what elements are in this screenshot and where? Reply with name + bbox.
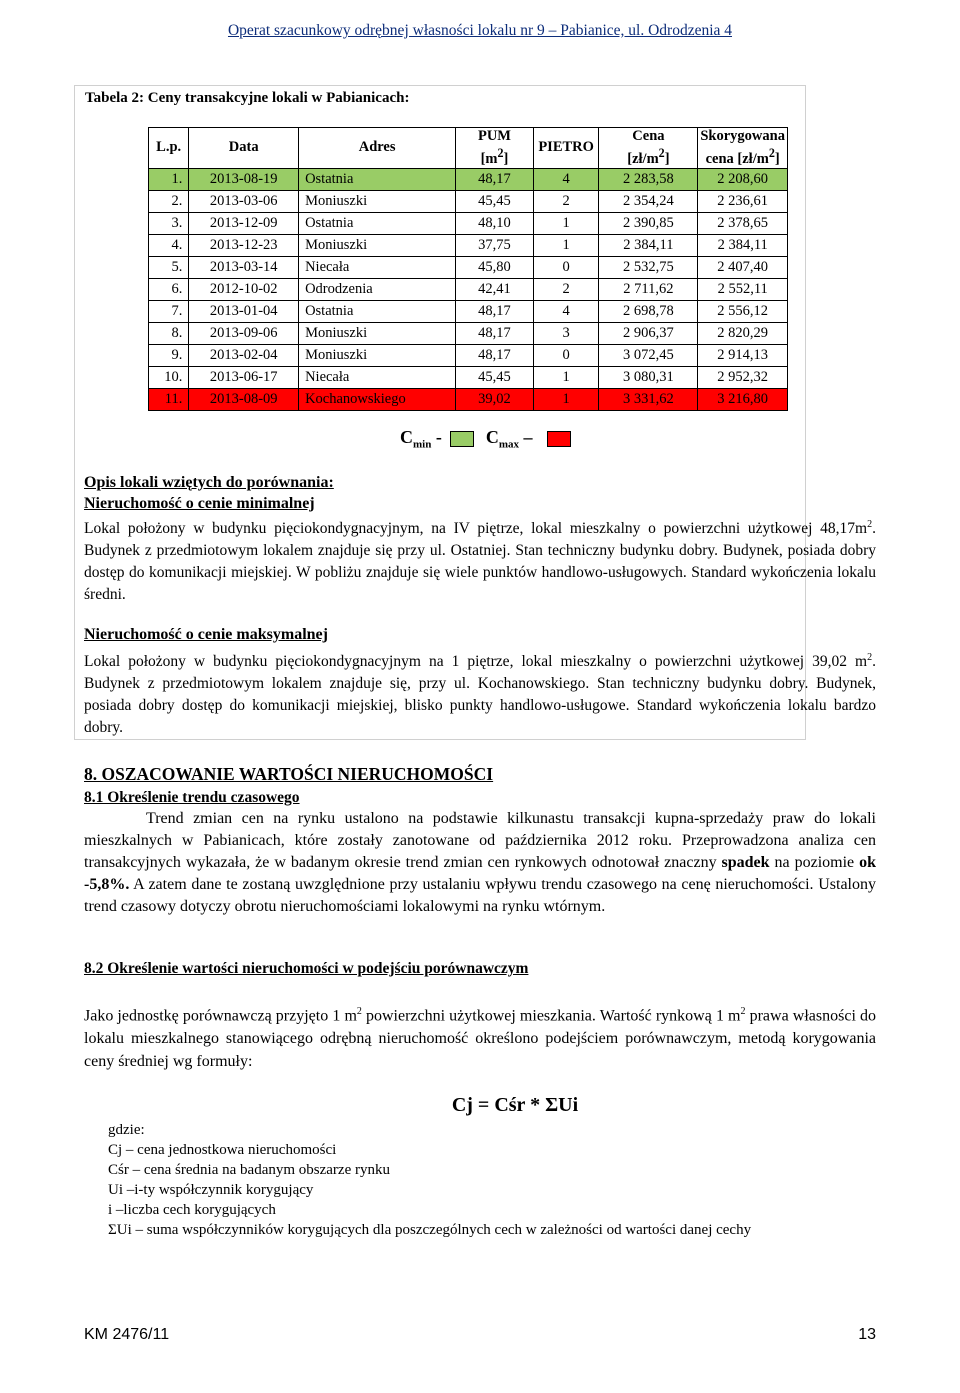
cell-pum: 45,45 xyxy=(456,366,534,388)
table-header-row xyxy=(149,128,788,169)
min-swatch xyxy=(450,431,474,447)
cell-adj: 2 208,60 xyxy=(698,168,788,190)
legend-line: ΣUi – suma współczynników korygujących dla poszczególnych cech w zależności od wartości danej cechy xyxy=(108,1222,752,1238)
cell-adj: 2 820,29 xyxy=(698,322,788,344)
page-header: Operat szacunkowy odrębnej własności lokalu nr 9 – Pabianice, ul. Odrodzenia 4 xyxy=(227,22,733,39)
cell-address: Moniuszki xyxy=(299,190,456,212)
cell-adj: 2 914,13 xyxy=(698,344,788,366)
section-8-1-text: Trend zmian cen na rynku ustalono na podstawie kilkunastu transakcji kupna-sprzedaży praw do lokali mieszkalnych w Pabianicach, które zostały zanotowane od października 2012 roku. Przeprowadzona analiza cen transakcyjnych wykazała, że w badanym okresie trend zmian cen rynkowych odnotował znaczny spadek na poziomie ok -5,8%. A zatem dane te zostaną uwzględnione przy ustalaniu wpływu trendu czasowego na cenę nieruchomości. Ustalony trend czasowy dotyczy obrotu nieruchomościami lokalowymi na rynku wtórnym. xyxy=(84,810,876,915)
cell-price: 3 331,62 xyxy=(599,388,698,410)
col-adjusted-price: Skorygowana cena $[zł/m^2]$ xyxy=(698,128,788,169)
cell-floor: 0 xyxy=(533,256,599,278)
page-number: 13 xyxy=(858,1326,876,1343)
cell-date: 2013-02-04 xyxy=(189,344,299,366)
cell-price: 3 080,31 xyxy=(599,366,698,388)
cell-lp: 6. xyxy=(149,278,189,300)
max-description: Lokal położony w budynku pięciokondygnacyjnym na 1 piętrze, lokal mieszkalny o powierzchni użytkowej 39,02 $m^2$. Budynek z przedmiotowym lokalem znajduje się, przy ul. Kochanowskiego. Stan techniczny budynku dobry. Budynek, posiada dobry dostęp do komunikacji miejskiej, blisko punkty handlowo-usługowe. Standard wykończenia lokalu bardzo dobry. xyxy=(84,652,876,737)
cell-floor: 1 xyxy=(533,388,599,410)
table-row xyxy=(149,322,788,344)
cell-adj: 2 407,40 xyxy=(698,256,788,278)
col-pum: PUM $[m^2]$ xyxy=(456,128,534,169)
cell-price: 2 711,62 xyxy=(599,278,698,300)
cell-date: 2013-09-06 xyxy=(189,322,299,344)
section-8-2-title: 8.2 Określenie wartości nieruchomości w podejściu porównawczym xyxy=(84,960,529,977)
cell-date: 2013-01-04 xyxy=(189,300,299,322)
cell-date: 2013-08-09 xyxy=(189,388,299,410)
formula: Cj = Cśr * ΣUi xyxy=(451,1094,579,1116)
cell-address: Ostatnia xyxy=(299,212,456,234)
table-row xyxy=(149,344,788,366)
table-row xyxy=(149,300,788,322)
cell-lp: 11. xyxy=(149,388,189,410)
cell-pum: 48,17 xyxy=(456,168,534,190)
cell-floor: 3 xyxy=(533,322,599,344)
cell-pum: 37,75 xyxy=(456,234,534,256)
cell-price: 2 698,78 xyxy=(599,300,698,322)
cell-lp: 8. xyxy=(149,322,189,344)
cell-lp: 5. xyxy=(149,256,189,278)
description-title: Opis lokali wziętych do porównania: xyxy=(84,474,334,491)
cell-floor: 4 xyxy=(533,300,599,322)
cell-date: 2013-08-19 xyxy=(189,168,299,190)
price-legend: $C_{min} - C_{max}$ – xyxy=(400,427,583,451)
cell-price: 2 354,24 xyxy=(599,190,698,212)
legend-line: i –liczba cech korygujących xyxy=(108,1202,276,1218)
formula-legend xyxy=(108,1120,868,1240)
cell-adj: 2 384,11 xyxy=(698,234,788,256)
col-floor: PIETRO xyxy=(533,128,599,169)
cell-pum: 42,41 xyxy=(456,278,534,300)
cell-adj: 2 952,32 xyxy=(698,366,788,388)
table-row xyxy=(149,168,788,190)
col-address: Adres xyxy=(299,128,456,169)
cell-lp: 9. xyxy=(149,344,189,366)
table-caption: Tabela 2: Ceny transakcyjne lokali w Pabianicach: xyxy=(85,90,410,106)
cell-lp: 10. xyxy=(149,366,189,388)
cell-pum: 39,02 xyxy=(456,388,534,410)
cell-lp: 1. xyxy=(149,168,189,190)
cell-floor: 4 xyxy=(533,168,599,190)
min-description: Lokal położony w budynku pięciokondygnacyjnym, na IV piętrze, lokal mieszkalny o powierzchni użytkowej $48,17m^2$. Budynek z przedmiotowym lokalem znajduje się przy ul. Ostatniej. Stan techniczny budynku dobry. Budynek, posiada dobry dostęp do komunikacji miejskiej. W pobliżu znajduje się wiele punktów handlowo-usługowych. Standard wykończenia lokalu średni. xyxy=(84,519,876,604)
legend-line: Cj – cena jednostkowa nieruchomości xyxy=(108,1142,337,1158)
section-8-1-title: 8.1 Określenie trendu czasowego xyxy=(84,789,300,806)
col-date: Data xyxy=(189,128,299,169)
cell-floor: 1 xyxy=(533,212,599,234)
cell-price: 2 384,11 xyxy=(599,234,698,256)
cell-pum: 48,10 xyxy=(456,212,534,234)
table-row xyxy=(149,256,788,278)
cell-floor: 1 xyxy=(533,366,599,388)
cell-price: 2 283,58 xyxy=(599,168,698,190)
cell-date: 2013-03-06 xyxy=(189,190,299,212)
cell-price: 2 906,37 xyxy=(599,322,698,344)
cell-lp: 7. xyxy=(149,300,189,322)
cell-date: 2013-12-23 xyxy=(189,234,299,256)
table-row xyxy=(149,234,788,256)
table-row xyxy=(149,190,788,212)
legend-line: gdzie: xyxy=(108,1122,145,1138)
cell-address: Ostatnia xyxy=(299,168,456,190)
cell-date: 2012-10-02 xyxy=(189,278,299,300)
cell-address: Niecała xyxy=(299,256,456,278)
cell-address: Niecała xyxy=(299,366,456,388)
cell-date: 2013-03-14 xyxy=(189,256,299,278)
cell-lp: 4. xyxy=(149,234,189,256)
table-row xyxy=(149,366,788,388)
cell-price: 3 072,45 xyxy=(599,344,698,366)
section-8-title: 8. OSZACOWANIE WARTOŚCI NIERUCHOMOŚCI xyxy=(84,764,494,784)
cell-pum: 45,80 xyxy=(456,256,534,278)
cell-adj: 2 552,11 xyxy=(698,278,788,300)
cell-adj: 2 556,12 xyxy=(698,300,788,322)
cell-floor: 2 xyxy=(533,190,599,212)
cell-adj: 3 216,80 xyxy=(698,388,788,410)
cell-floor: 0 xyxy=(533,344,599,366)
table-row xyxy=(149,212,788,234)
cell-pum: 45,45 xyxy=(456,190,534,212)
col-lp: L.p. xyxy=(149,128,189,169)
cell-lp: 3. xyxy=(149,212,189,234)
cell-floor: 1 xyxy=(533,234,599,256)
cell-date: 2013-12-09 xyxy=(189,212,299,234)
max-swatch xyxy=(547,431,571,447)
cell-lp: 2. xyxy=(149,190,189,212)
section-8-2-text: Jako jednostkę porównawczą przyjęto 1 $m^2$ powierzchni użytkowej mieszkania. Wartość rynkową 1 $m^2$ prawa własności do lokalu mieszkalnego stanowiącego odrębną nieruchomość określono podejściem porównawczym, metodą korygowania ceny średniej wg formuły: xyxy=(84,1006,877,1071)
cell-price: 2 532,75 xyxy=(599,256,698,278)
cell-address: Moniuszki xyxy=(299,234,456,256)
cell-pum: 48,17 xyxy=(456,322,534,344)
cell-address: Ostatnia xyxy=(299,300,456,322)
cell-adj: 2 378,65 xyxy=(698,212,788,234)
cell-address: Kochanowskiego xyxy=(299,388,456,410)
legend-line: Ui –i-ty współczynnik korygujący xyxy=(108,1182,314,1198)
min-title: Nieruchomość o cenie minimalnej xyxy=(84,495,315,512)
table-row xyxy=(149,278,788,300)
cell-address: Moniuszki xyxy=(299,322,456,344)
cell-address: Odrodzenia xyxy=(299,278,456,300)
cell-pum: 48,17 xyxy=(456,344,534,366)
cell-date: 2013-06-17 xyxy=(189,366,299,388)
document-id: KM 2476/11 xyxy=(84,1326,170,1343)
cell-pum: 48,17 xyxy=(456,300,534,322)
legend-line: Cśr – cena średnia na badanym obszarze rynku xyxy=(108,1162,390,1178)
max-title: Nieruchomość o cenie maksymalnej xyxy=(84,626,328,643)
transactions-table xyxy=(148,127,788,411)
cell-adj: 2 236,61 xyxy=(698,190,788,212)
col-price: Cena $[zł/m^2]$ xyxy=(599,128,698,169)
cell-price: 2 390,85 xyxy=(599,212,698,234)
cell-address: Moniuszki xyxy=(299,344,456,366)
table-row xyxy=(149,388,788,410)
cell-floor: 2 xyxy=(533,278,599,300)
